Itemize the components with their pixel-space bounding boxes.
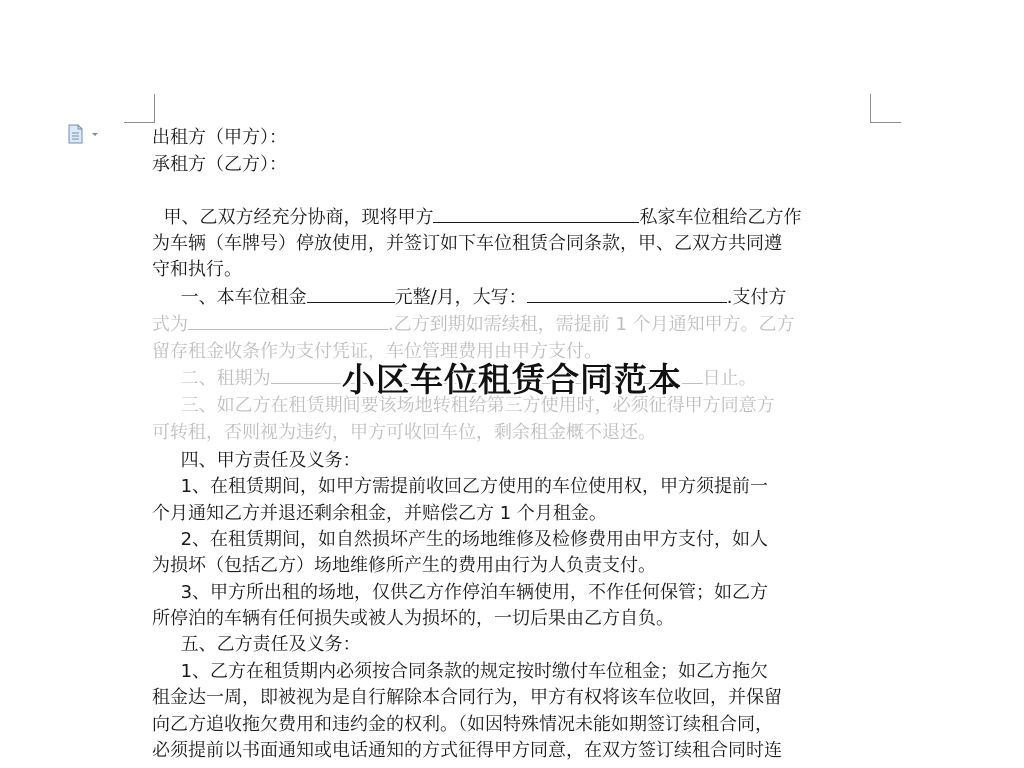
blank-field bbox=[188, 313, 388, 330]
doc-line: 为车辆（车牌号）停放使用，并签订如下车位租赁合同条款，甲、乙双方共同遵 bbox=[152, 233, 782, 254]
overlay-title: 小区车位租赁合同范本 bbox=[342, 360, 682, 399]
crop-mark bbox=[870, 94, 871, 122]
doc-line: 可转租，否则视为违约，甲方可收回车位，剩余租金概不退还。 bbox=[152, 422, 656, 443]
blank-field bbox=[307, 286, 395, 303]
doc-line: 2、在租赁期间，如自然损坏产生的场地维修及检修费用由甲方支付，如人 bbox=[180, 529, 769, 550]
doc-line: 一、本车位租金 元整/月，大写： .支付方 bbox=[180, 287, 787, 308]
crop-mark bbox=[124, 122, 155, 123]
doc-line: 承租方（乙方）： bbox=[152, 154, 287, 175]
crop-mark bbox=[870, 122, 901, 123]
doc-line: 留存租金收条作为支付凭证，车位管理费用由甲方支付。 bbox=[152, 341, 602, 362]
doc-line: 甲、乙双方经充分协商，现将甲方 私家车位租给乙方作 bbox=[163, 207, 802, 228]
doc-line: 二、租期为 日止。 bbox=[180, 368, 757, 389]
crop-mark bbox=[154, 94, 155, 122]
blank-field bbox=[527, 286, 727, 303]
doc-line: 3、甲方所出租的场地，仅供乙方作停泊车辆使用，不作任何保管；如乙方 bbox=[180, 582, 769, 603]
doc-line: 个月通知乙方并退还剩余租金，并赔偿乙方 1 个月租金。 bbox=[152, 503, 607, 524]
doc-line: 租金达一周，即被视为是自行解除本合同行为，甲方有权将该车位收回，并保留 bbox=[152, 687, 782, 708]
doc-line: 四、甲方责任及义务： bbox=[180, 450, 361, 471]
doc-line: 三、如乙方在租赁期间要该场地转租给第三方使用时，必须征得甲方同意方 bbox=[180, 395, 775, 416]
doc-line: 1、在租赁期间，如甲方需提前收回乙方使用的车位使用权，甲方须提前一 bbox=[180, 476, 769, 497]
doc-line: 五、乙方责任及义务： bbox=[180, 634, 361, 655]
doc-line: 为损坏（包括乙方）场地维修所产生的费用由行为人负责支付。 bbox=[152, 555, 656, 576]
doc-line: 所停泊的车辆有任何损失或被人为损坏的，一切后果由乙方自负。 bbox=[152, 608, 674, 629]
doc-line: 守和执行。 bbox=[152, 259, 242, 280]
doc-line: 必须提前以书面通知或电话通知的方式征得甲方同意，在双方签订续租合同时连 bbox=[152, 740, 782, 761]
doc-line: 出租方（甲方）： bbox=[152, 127, 287, 148]
doc-line: 向乙方追收拖欠费用和违约金的权利。（如因特殊情况未能如期签订续租合同， bbox=[152, 714, 773, 735]
doc-line: 式为 .乙方到期如需续租，需提前 1 个月通知甲方。乙方 bbox=[152, 314, 795, 335]
blank-field bbox=[433, 206, 639, 223]
paste-options-icon[interactable] bbox=[66, 124, 104, 144]
doc-line: 1、乙方在租赁期内必须按合同条款的规定按时缴付车位租金；如乙方拖欠 bbox=[180, 661, 769, 682]
